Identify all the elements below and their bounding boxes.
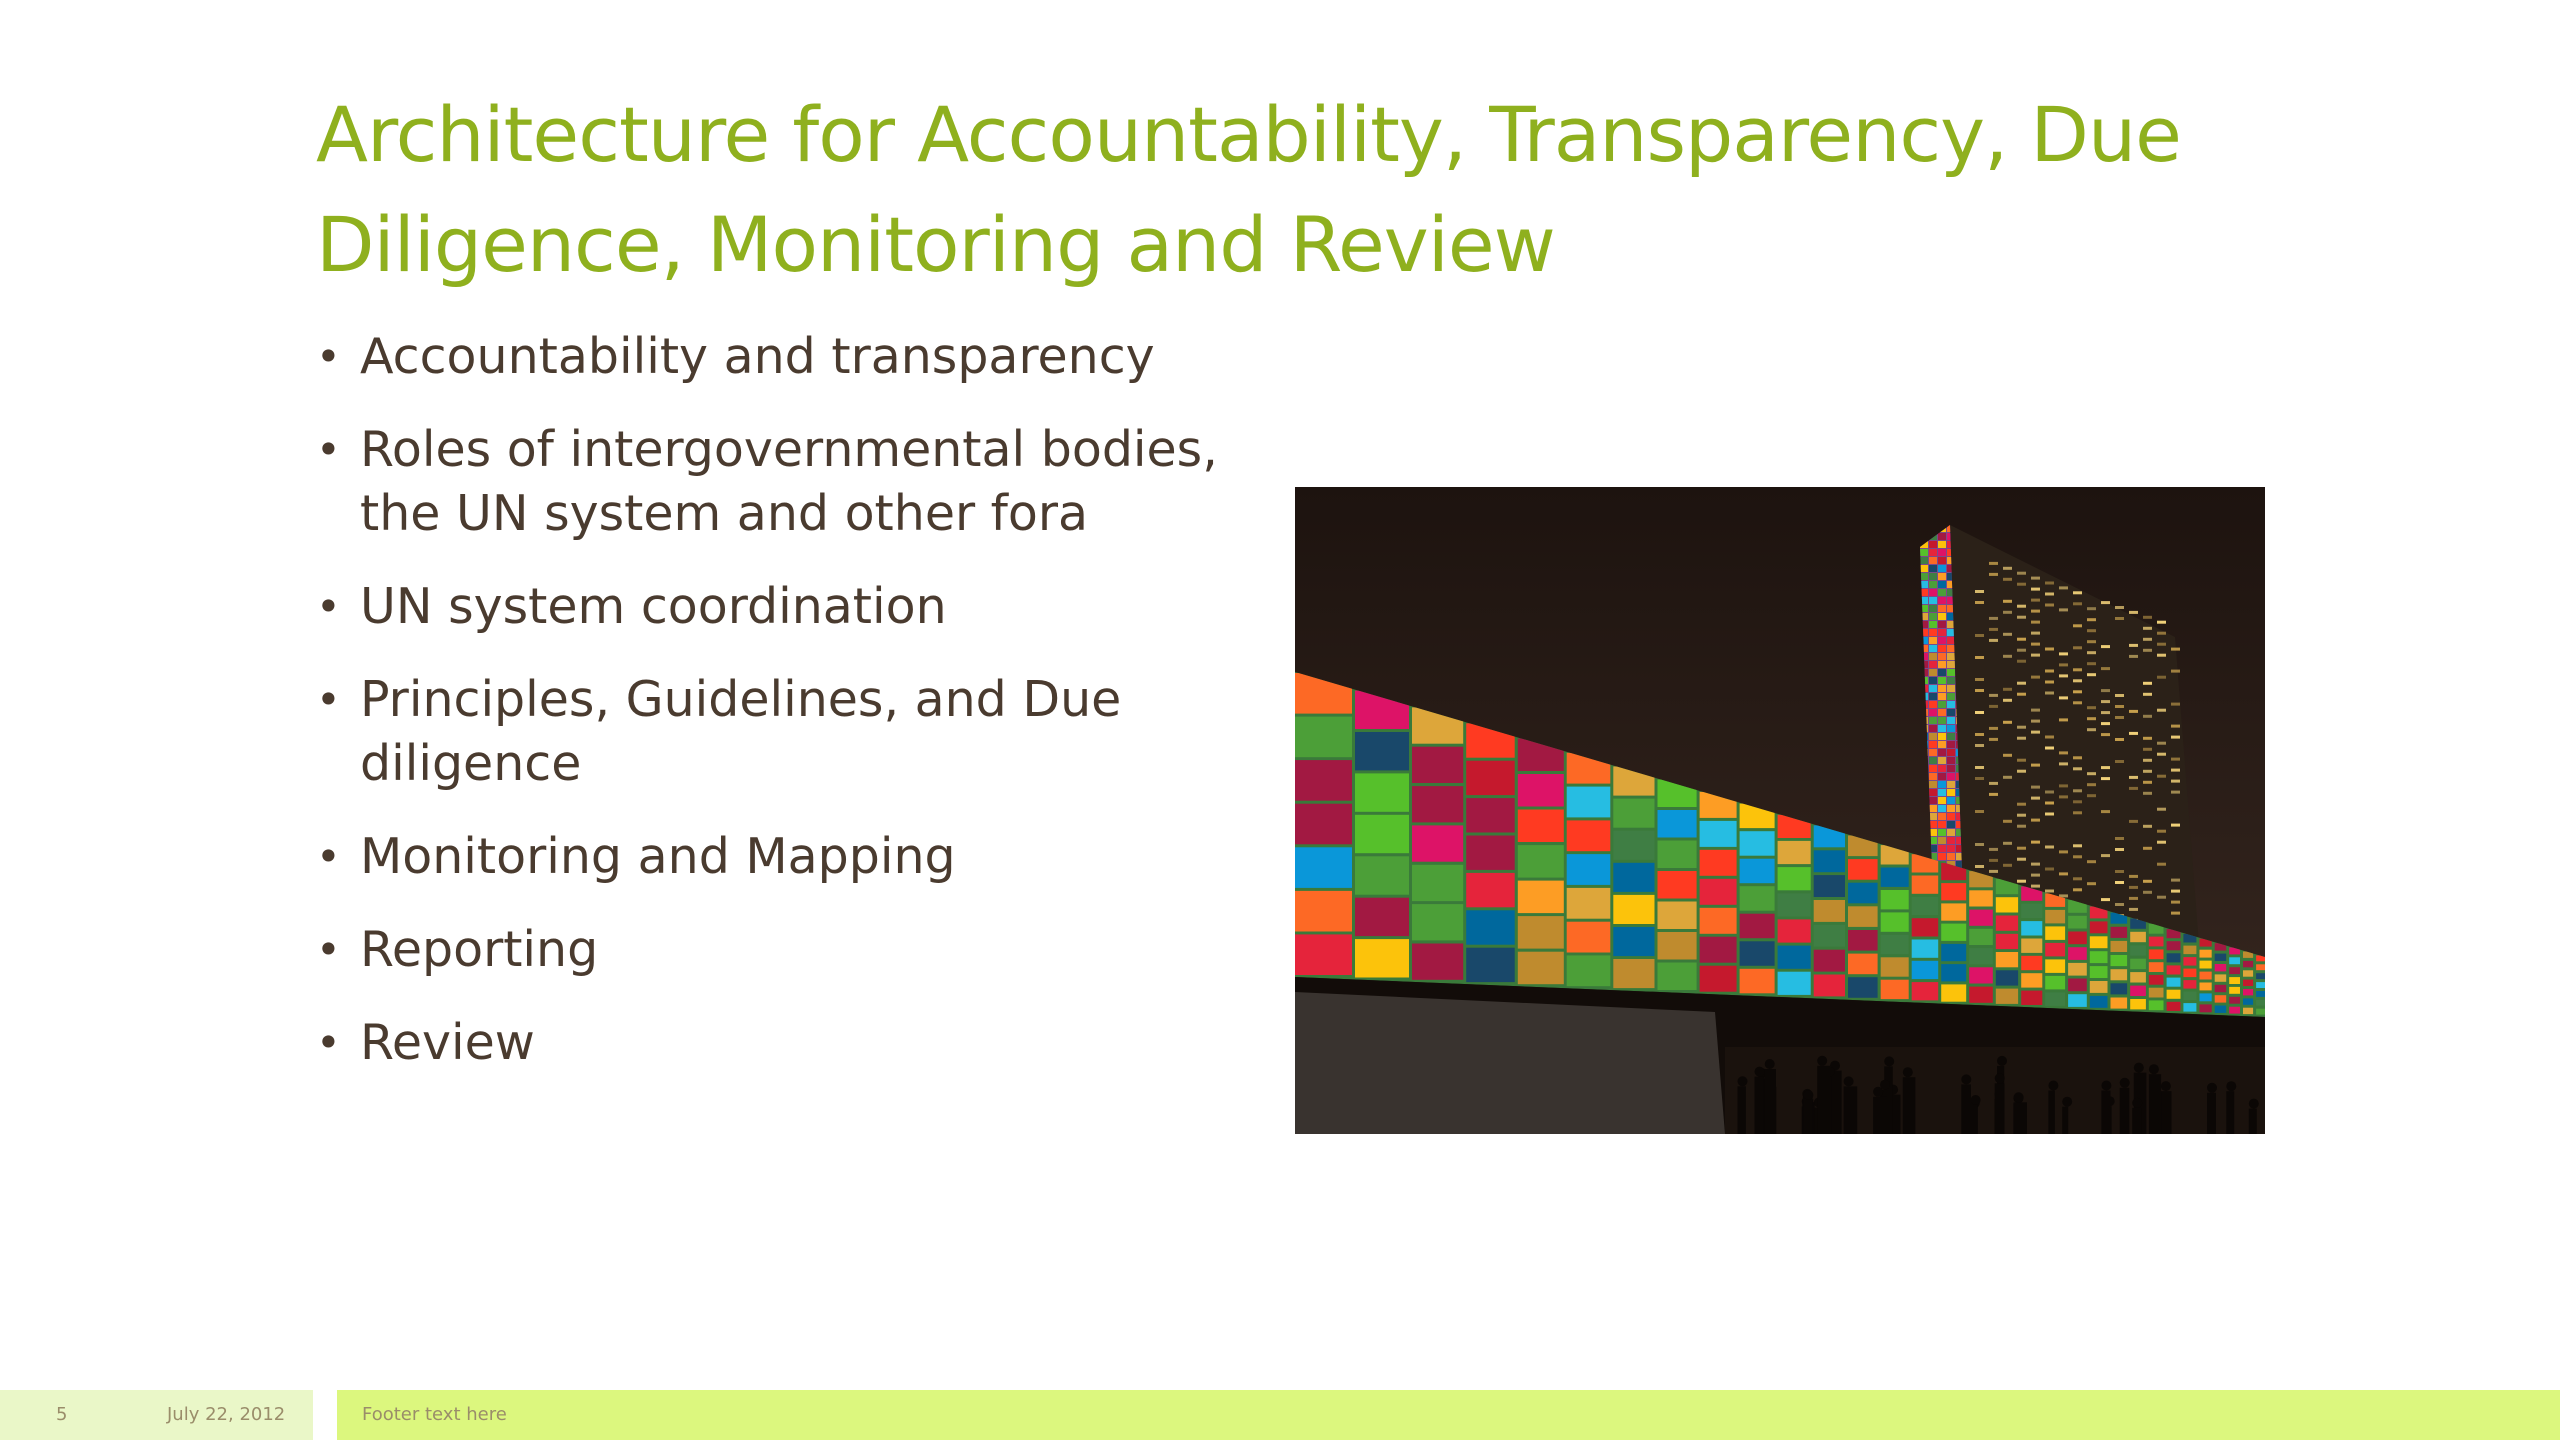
slide-number: 5	[56, 1404, 68, 1425]
footer-left-band	[0, 1390, 313, 1440]
bullet-item	[316, 575, 1276, 639]
bullet-item	[316, 918, 1276, 982]
bullet-item	[316, 825, 1276, 889]
bullet-dot-icon: •	[316, 1018, 341, 1067]
bullet-dot-icon: •	[316, 332, 341, 381]
bullet-text: UN system coordination	[360, 578, 947, 635]
bullet-text: Roles of intergovernmental bodies, the UN system and other fora	[360, 421, 1218, 542]
bullet-list	[316, 325, 1276, 1104]
footer-right-band	[337, 1390, 2560, 1440]
bullet-text: Monitoring and Mapping	[360, 828, 956, 885]
footer-date: July 22, 2012	[167, 1404, 286, 1425]
bullet-dot-icon: •	[316, 582, 341, 631]
bullet-text: Principles, Guidelines, and Due diligence	[360, 671, 1122, 792]
un-headquarters-sdg-projection-photo	[1295, 487, 2265, 1134]
slide-title: Architecture for Accountability, Transparency, Due Diligence, Monitoring and Review	[316, 90, 2181, 289]
bullet-item	[316, 325, 1276, 389]
bullet-item	[316, 668, 1276, 796]
bullet-dot-icon: •	[316, 425, 341, 474]
bullet-dot-icon: •	[316, 675, 341, 724]
bullet-text: Review	[360, 1014, 535, 1071]
bullet-dot-icon: •	[316, 832, 341, 881]
bullet-dot-icon: •	[316, 925, 341, 974]
bullet-item	[316, 418, 1276, 546]
bullet-text: Reporting	[360, 921, 599, 978]
bullet-text: Accountability and transparency	[360, 328, 1155, 385]
footer-text: Footer text here	[362, 1404, 507, 1425]
bullet-item	[316, 1011, 1276, 1075]
